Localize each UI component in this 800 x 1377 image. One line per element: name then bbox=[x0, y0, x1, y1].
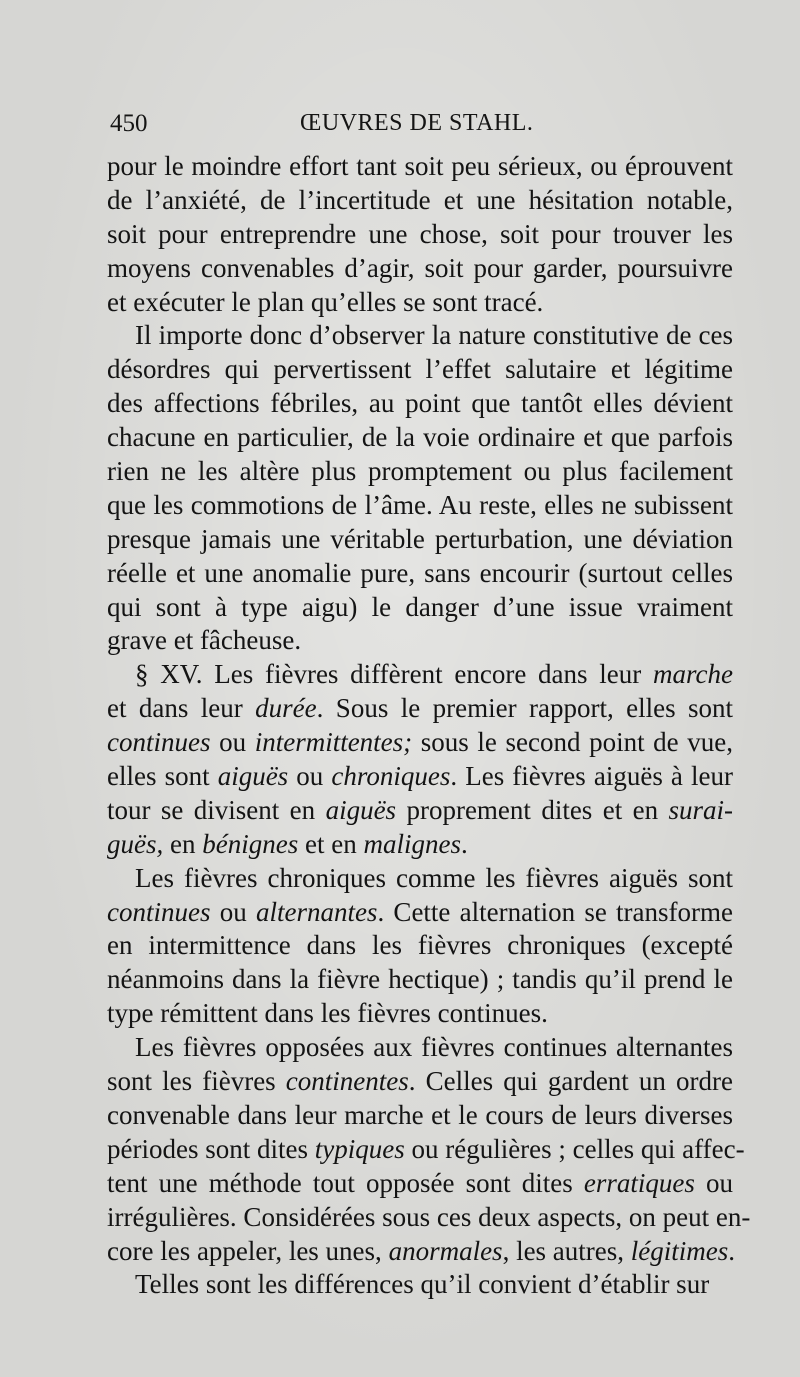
text-segment: ou régulières ; celles qui affec- bbox=[404, 1133, 745, 1164]
text-segment: elles sont bbox=[107, 761, 218, 792]
italic-text: chroniques bbox=[331, 761, 451, 792]
text-segment: . Sous le premier rapport, elles sont bbox=[316, 693, 733, 724]
text-segment: , les autres, bbox=[502, 1235, 631, 1266]
text-line bbox=[107, 726, 733, 760]
text-segment: périodes sont dites bbox=[107, 1133, 315, 1164]
italic-text: erratiques bbox=[583, 1167, 695, 1198]
text-line bbox=[107, 523, 733, 557]
text-segment: réelle et une anomalie pure, sans encourir (surtout celles bbox=[107, 557, 733, 588]
text-line bbox=[107, 591, 733, 625]
text-line bbox=[107, 1235, 736, 1269]
text-line bbox=[107, 997, 733, 1031]
text-segment: Les fièvres opposées aux fièvres continues alternantes bbox=[135, 1032, 733, 1063]
text-segment: sous le second point de vue, bbox=[412, 727, 734, 758]
italic-text: bénignes bbox=[202, 828, 299, 859]
text-segment: ou bbox=[288, 761, 332, 792]
text-line bbox=[107, 658, 733, 692]
text-segment: ou bbox=[210, 727, 255, 758]
text-line bbox=[107, 1167, 733, 1201]
text-segment: . bbox=[460, 828, 468, 859]
text-segment: de l’anxiété, de l’incertitude et une hésitation notable, bbox=[107, 184, 733, 215]
italic-text: marche bbox=[653, 659, 733, 690]
page-header bbox=[110, 110, 730, 150]
text-segment: tent une méthode tout opposée sont dites bbox=[107, 1167, 584, 1198]
italic-text: surai- bbox=[668, 794, 733, 825]
text-line bbox=[107, 421, 733, 455]
running-head: ŒUVRES DE STAHL. bbox=[300, 110, 534, 136]
text-line bbox=[107, 557, 733, 591]
text-line bbox=[107, 353, 733, 387]
text-line bbox=[107, 1201, 751, 1235]
text-segment: en bbox=[163, 828, 203, 859]
italic-text: guës, bbox=[107, 828, 164, 859]
italic-text: alternantes bbox=[255, 896, 378, 927]
text-line bbox=[107, 150, 733, 184]
text-segment: désordres qui pervertissent l’effet salutaire et légitime bbox=[107, 354, 733, 385]
italic-text: aiguës bbox=[325, 794, 397, 825]
italic-text: continues bbox=[107, 727, 211, 758]
text-line bbox=[107, 387, 733, 421]
text-segment: convenable dans leur marche et le cours de leurs diverses bbox=[107, 1099, 733, 1130]
text-segment: . Les fièvres aiguës à leur bbox=[450, 761, 733, 792]
italic-text: malignes bbox=[363, 828, 461, 859]
text-segment: . Cette alternation se transforme bbox=[377, 896, 734, 927]
text-segment: presque jamais une véritable perturbation, une déviation bbox=[107, 523, 733, 554]
italic-text: continentes bbox=[285, 1066, 409, 1097]
text-segment: et dans leur bbox=[107, 693, 256, 724]
text-line bbox=[107, 489, 733, 523]
text-line bbox=[107, 286, 733, 320]
italic-text: anormales bbox=[388, 1235, 503, 1266]
text-line bbox=[107, 896, 733, 930]
text-segment: type rémittent dans les fièvres continues. bbox=[107, 998, 548, 1029]
text-line bbox=[107, 760, 733, 794]
text-segment: chacune en particulier, de la voie ordinaire et que parfois bbox=[107, 422, 733, 453]
text-segment: qui sont à type aigu) le danger d’une issue vraiment bbox=[107, 591, 733, 622]
text-segment: Telles sont les différences qu’il convient d’établir sur bbox=[135, 1269, 710, 1300]
text-segment: . Celles qui gardent un ordre bbox=[408, 1066, 733, 1097]
text-segment: et exécuter le plan qu’elles se sont tracé. bbox=[107, 286, 544, 317]
text-segment: . bbox=[728, 1235, 736, 1266]
text-segment: néanmoins dans la fièvre hectique) ; tandis qu’il prend le bbox=[107, 964, 733, 995]
text-segment: et en bbox=[298, 828, 364, 859]
italic-text: continues bbox=[107, 896, 211, 927]
text-segment: irrégulières. Considérées sous ces deux aspects, on peut en- bbox=[107, 1201, 751, 1232]
text-segment: pour le moindre effort tant soit peu sérieux, ou éprouvent bbox=[107, 151, 733, 181]
text-line bbox=[107, 862, 733, 896]
text-segment: des affections fébriles, au point que tantôt elles dévient bbox=[107, 388, 733, 419]
text-segment: proprement dites et en bbox=[396, 794, 669, 825]
page-number: 450 bbox=[110, 110, 148, 137]
text-line bbox=[107, 929, 733, 963]
body-text bbox=[107, 150, 751, 1302]
text-line bbox=[107, 319, 733, 353]
text-segment: moyens convenables d’agir, soit pour garder, poursuivre bbox=[107, 252, 733, 283]
text-segment: tour se divisent en bbox=[107, 794, 326, 825]
text-line bbox=[107, 252, 733, 286]
text-line bbox=[107, 624, 733, 658]
text-line bbox=[107, 455, 733, 489]
text-line bbox=[107, 828, 733, 862]
text-segment: § XV. Les fièvres diffèrent encore dans leur bbox=[135, 659, 654, 690]
text-line bbox=[107, 794, 733, 828]
text-segment: Les fièvres chroniques comme les fièvres aiguës sont bbox=[135, 862, 733, 893]
text-segment: grave et fâcheuse. bbox=[107, 625, 302, 656]
text-segment: core les appeler, les unes, bbox=[107, 1235, 389, 1266]
text-line bbox=[107, 1133, 745, 1167]
text-line bbox=[107, 1065, 733, 1099]
text-line bbox=[107, 963, 733, 997]
text-line bbox=[107, 692, 733, 726]
text-segment: sont les fièvres bbox=[107, 1066, 286, 1097]
text-line bbox=[107, 1031, 733, 1065]
italic-text: intermittentes; bbox=[254, 727, 413, 758]
text-line bbox=[107, 184, 733, 218]
text-segment: que les commotions de l’âme. Au reste, elles ne subissent bbox=[107, 489, 733, 520]
italic-text: légitimes bbox=[630, 1235, 729, 1266]
text-segment: soit pour entreprendre une chose, soit pour trouver les bbox=[107, 218, 733, 249]
italic-text: typiques bbox=[314, 1133, 405, 1164]
text-line bbox=[107, 1099, 733, 1133]
text-line bbox=[107, 218, 733, 252]
text-segment: ou bbox=[210, 896, 256, 927]
text-segment: en intermittence dans les fièvres chroniques (excepté bbox=[107, 930, 733, 961]
text-segment: ou bbox=[694, 1167, 733, 1198]
text-segment: Il importe donc d’observer la nature constitutive de ces bbox=[135, 320, 733, 351]
italic-text: aiguës bbox=[217, 761, 289, 792]
text-segment: rien ne les altère plus promptement ou plus facilement bbox=[107, 456, 733, 487]
text-line bbox=[107, 1268, 733, 1302]
italic-text: durée bbox=[255, 693, 317, 724]
